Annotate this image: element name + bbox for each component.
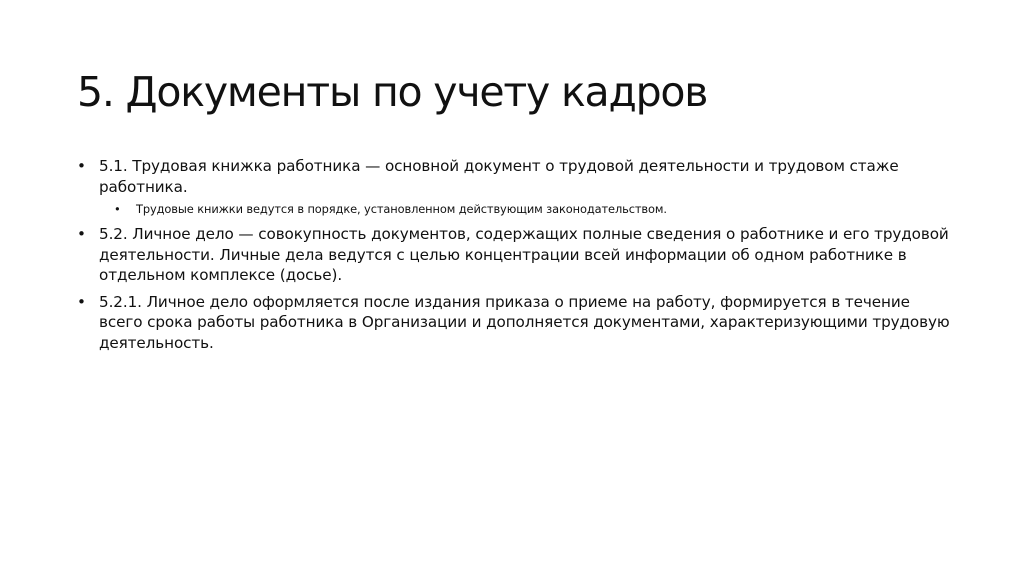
list-item bbox=[77, 292, 957, 354]
sub-list-item-text: Трудовые книжки ведутся в порядке, установленном действующим законодательством. bbox=[136, 202, 667, 216]
bullet-icon: • bbox=[77, 225, 86, 243]
bullet-icon: • bbox=[77, 292, 86, 311]
list-item-text: 5.2.1. Личное дело оформляется после издания приказа о приеме на работу, формируется в течение всего срока работы работника в Организации и дополняется документами, характеризующими трудовую деятельность. bbox=[99, 292, 950, 352]
bullet-list bbox=[77, 156, 957, 359]
list-item-text: 5.1. Трудовая книжка работника — основной документ о трудовой деятельности и трудовом стаже работника. bbox=[99, 157, 899, 196]
list-item bbox=[77, 224, 957, 286]
sub-list-item bbox=[114, 201, 957, 218]
bullet-icon: • bbox=[114, 202, 121, 216]
list-item-text: 5.2. Личное дело — совокупность документов, содержащих полные сведения о работнике и его трудовой деятельности. Личные дела ведутся с целью концентрации всей информации об одном работнике в отдельном комплексе (досье). bbox=[99, 225, 949, 284]
sub-bullet-list bbox=[99, 201, 957, 218]
slide-title: 5. Документы по учету кадров bbox=[77, 68, 708, 116]
list-item bbox=[77, 156, 957, 218]
bullet-icon: • bbox=[77, 157, 86, 175]
